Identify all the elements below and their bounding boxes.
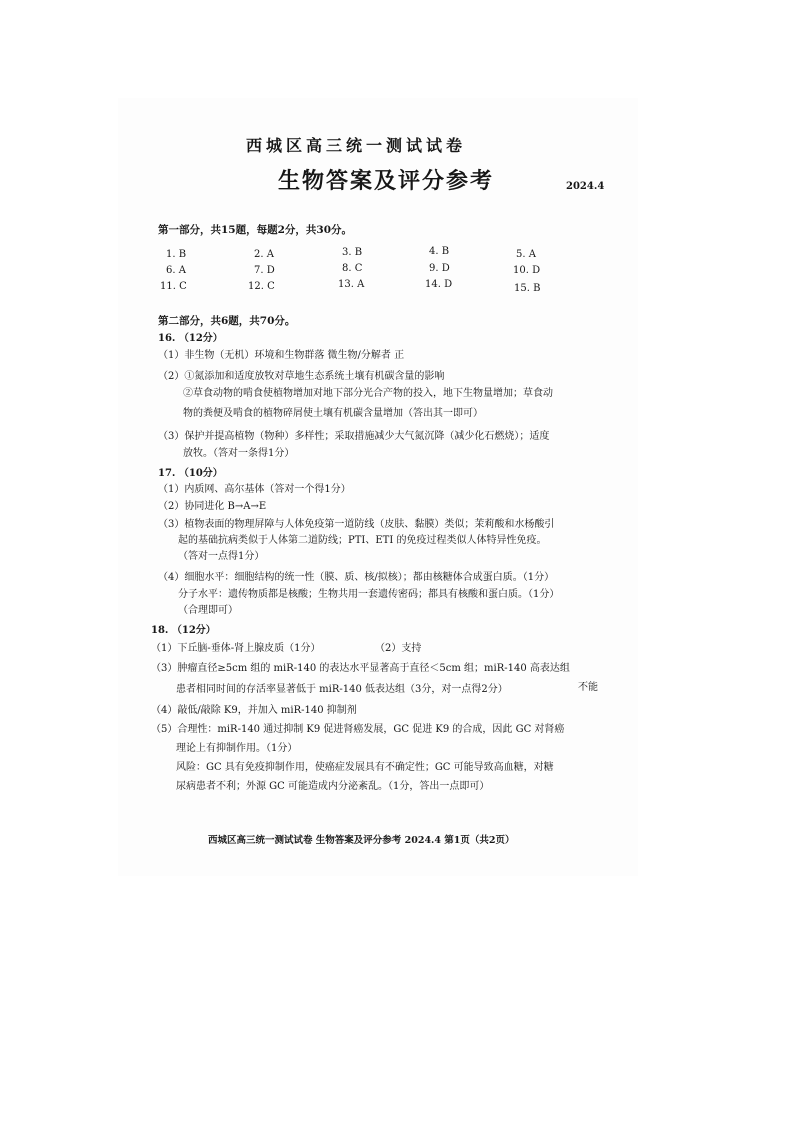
mc-answer: 9. D bbox=[429, 263, 450, 274]
question-17-title: 17. （10分） bbox=[158, 468, 223, 479]
mc-answer: 7. D bbox=[254, 265, 275, 276]
q16-answer-2: （2）①氮添加和适度放牧对草地生态系统土壤有机碳含量的影响 bbox=[158, 371, 445, 382]
mc-answer: 1. B bbox=[166, 249, 187, 260]
mc-answer: 10. D bbox=[513, 265, 541, 276]
mc-answer: 4. B bbox=[429, 246, 450, 257]
mc-answer: 2. A bbox=[254, 249, 274, 260]
q17-answer-2: （2）协同进化 B→A→E bbox=[158, 501, 267, 512]
q17-answer-1: （1）内质网、高尔基体（答对一个得1分） bbox=[158, 484, 351, 495]
q18-answer-5-line2: 理论上有抑制作用。（1分） bbox=[176, 743, 298, 754]
q17-answer-3: （3）植物表面的物理屏障与人体免疫第一道防线（皮肤、黏膜）类似；茉莉酸和水杨酸引 bbox=[158, 519, 555, 530]
q18-answer-3-extra: 不能 bbox=[578, 682, 598, 693]
mc-answer: 3. B bbox=[342, 247, 363, 258]
part1-heading: 第一部分，共15题，每题2分，共30分。 bbox=[158, 224, 353, 236]
page-title: 生物答案及评分参考 bbox=[278, 168, 495, 194]
q18-answer-4: （4）敲低/敲除 K9，并加入 miR-140 抑制剂 bbox=[151, 705, 357, 716]
part2-heading: 第二部分，共6题，共70分。 bbox=[158, 315, 296, 327]
mc-answer: 11. C bbox=[160, 281, 187, 292]
q17-answer-4-line3: （合理即可） bbox=[178, 605, 238, 616]
q16-answer-3: （3）保护并提高植物（物种）多样性；采取措施减少大气氮沉降（减少化石燃烧）；适度 bbox=[158, 431, 550, 442]
page-footer: 西城区高三统一测试试卷 生物答案及评分参考 2024.4 第1页（共2页） bbox=[208, 835, 515, 846]
mc-answer: 6. A bbox=[166, 265, 186, 276]
q17-answer-4-line2: 分子水平：遗传物质都是核酸；生物共用一套遗传密码；都具有核酸和蛋白质。（1分） bbox=[178, 589, 560, 600]
mc-answer: 15. B bbox=[514, 283, 541, 294]
q18-answer-3-line2: 患者相同时间的存活率显著低于 miR-140 低表达组（3分，对一点得2分） bbox=[176, 684, 508, 695]
q17-answer-3-line2: 起的基础抗病类似于人体第二道防线；PTI、ETI 的免疫过程类似人体特异性免疫。 bbox=[178, 535, 547, 546]
q16-answer-2-line3: 物的粪便及啃食的植物碎屑使土壤有机碳含量增加（答出其一即可） bbox=[183, 408, 483, 419]
q16-answer-3-line2: 放牧。（答对一条得1分） bbox=[183, 448, 295, 459]
q16-answer-2-line2: ②草食动物的啃食使植物增加对地下部分光合产物的投入，地下生物量增加；草食动 bbox=[183, 388, 553, 399]
date-label: 2024.4 bbox=[566, 181, 605, 192]
mc-answer: 14. D bbox=[425, 279, 453, 290]
q18-answer-5-line3: 风险：GC 具有免疫抑制作用，使癌症发展具有不确定性；GC 可能导致高血糖，对糖 bbox=[176, 762, 554, 773]
q18-answer-5: （5）合理性：miR-140 通过抑制 K9 促进肾癌发展，GC 促进 K9 的合成，因此 GC 对肾癌 bbox=[151, 724, 565, 735]
mc-answer: 13. A bbox=[338, 279, 365, 290]
q18-answer-1: （1）下丘脑-垂体-肾上腺皮质（1分） bbox=[151, 643, 321, 654]
exam-title: 西城区高三统一测试试卷 bbox=[246, 136, 467, 155]
q17-answer-4: （4）细胞水平：细胞结构的统一性（膜、质、核/拟核）；都由核糖体合成蛋白质。（1分） bbox=[158, 572, 555, 583]
q18-answer-2: （2）支持 bbox=[375, 643, 422, 654]
q18-answer-3: （3）肿瘤直径≥5cm 组的 miR-140 的表达水平显著高于直径＜5cm 组；miR-140 高表达组 bbox=[151, 663, 570, 674]
mc-answer: 5. A bbox=[516, 249, 536, 260]
question-18-title: 18. （12分） bbox=[151, 625, 216, 636]
q18-answer-5-line4: 尿病患者不利；外源 GC 可能造成内分泌紊乱。（1分，答出一点即可） bbox=[176, 781, 490, 792]
mc-answer: 8. C bbox=[342, 263, 363, 274]
question-16-title: 16. （12分） bbox=[158, 333, 223, 344]
mc-answer: 12. C bbox=[248, 281, 275, 292]
q16-answer-1: （1）非生物（无机）环境和生物群落 微生物/分解者 正 bbox=[158, 350, 405, 361]
q17-answer-3-line3: （答对一点得1分） bbox=[178, 551, 265, 562]
